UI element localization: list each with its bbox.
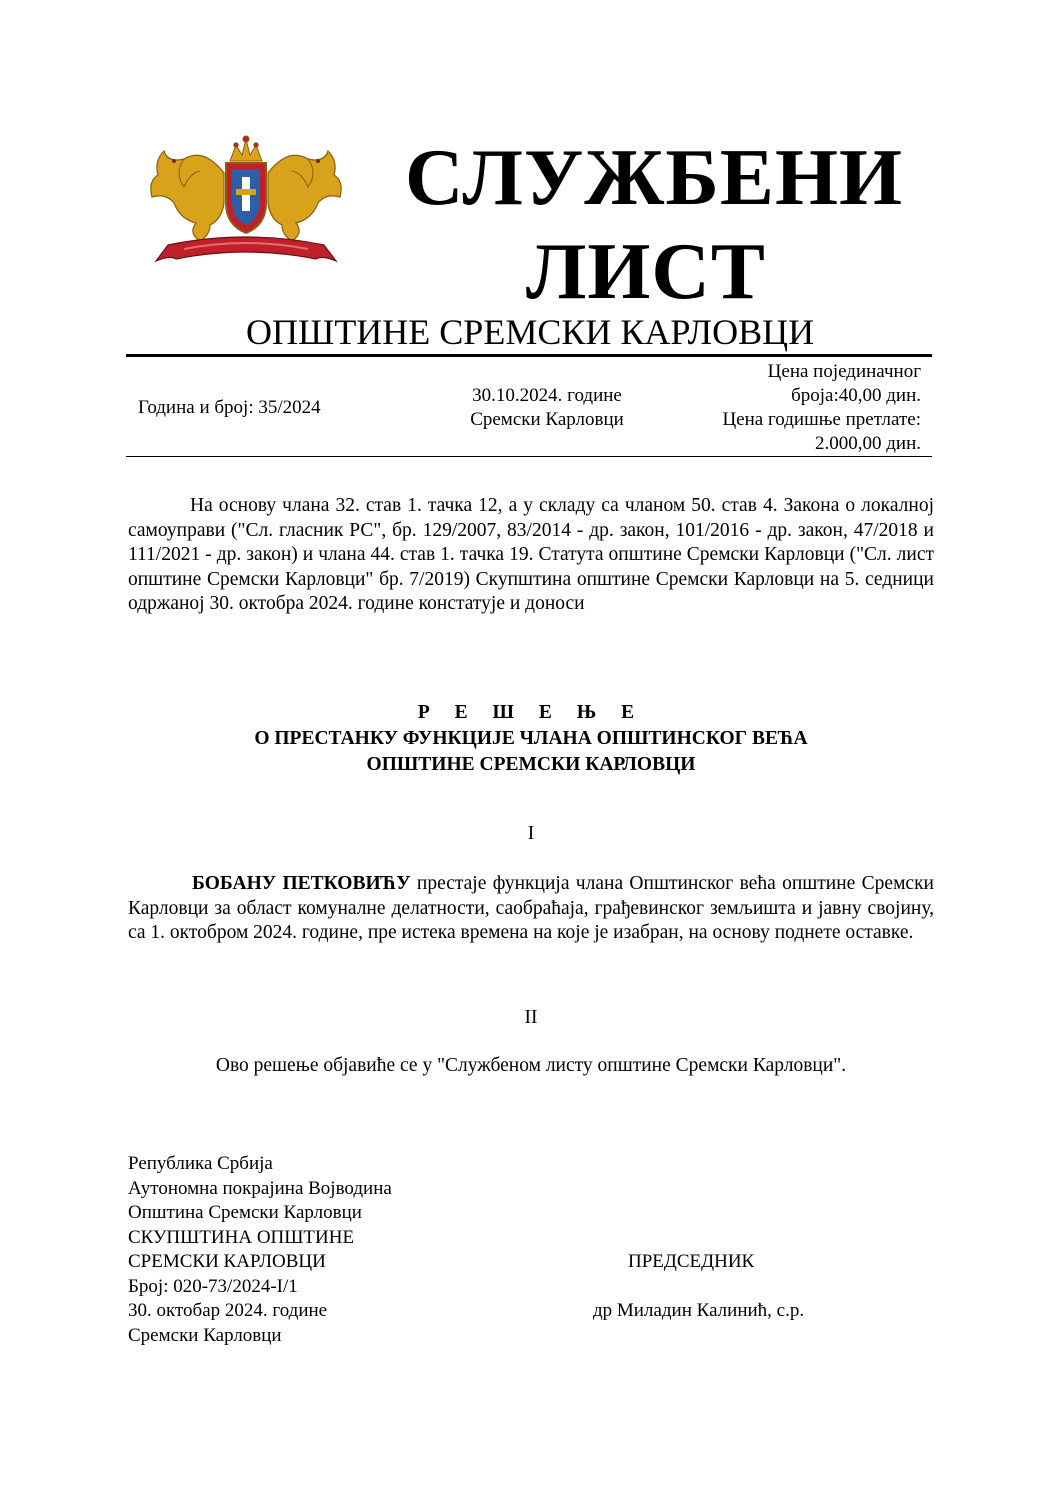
authority-line: Република Србија xyxy=(128,1153,273,1174)
document-number: Број: 020-73/2024-I/1 xyxy=(128,1275,298,1297)
document-date: 30. oктобар 2024. године xyxy=(128,1300,328,1321)
president-title: ПРЕДСЕДНИК xyxy=(628,1251,755,1272)
header-divider-thick xyxy=(126,354,932,357)
section1-paragraph xyxy=(128,872,934,946)
issue-date: 30.10.2024. године xyxy=(472,385,622,406)
decision-subject-municipality: ОПШТИНЕ СРЕМСКИ КАРЛОВЦИ xyxy=(366,754,696,775)
price-single-line1: Цена појединачног xyxy=(767,361,921,382)
header-divider-thin xyxy=(126,456,932,457)
coat-of-arms-icon xyxy=(144,133,348,269)
signature-authority-block xyxy=(128,1152,508,1348)
section1-text: престаје функција члана Општинског већа општине Сремски Карловци за област комуналне делатности, саобраћаја, грађевинског земљишта и јавну својину, са 1. октобром 2024. године, пре истека времена на које је изабран, на основу поднете оставке. xyxy=(128,873,934,943)
authority-line: СРЕМСКИ КАРЛОВЦИ xyxy=(128,1251,326,1272)
intro-text: На основу члана 32. став 1. тачка 12, а у складу са чланом 50. став 4. Закона о локалној самоуправи ("Сл. гласник РС", бр. 129/2007, 83/2014 - др. закон, 101/2016 - др. закон, 47/2018 и 111/2021 - др. закон) и члана 44. став 1. тачка 19. Статута општине Сремски Карловци ("Сл. лист општине Сремски Карловци" бр. 7/2019) Скупштина општине Сремски Карловци на 5. седници одржаној 30. октобра 2024. године констатује и доноси xyxy=(128,495,934,614)
issue-number: Година и број: 35/2024 xyxy=(138,397,321,418)
price-yearly-line2: 2.000,00 дин. xyxy=(814,433,921,454)
masthead-subtitle: ОПШТИНЕ СРЕМСКИ КАРЛОВЦИ xyxy=(246,312,815,352)
section1-name: БОБАНУ ПЕТКОВИЋУ xyxy=(192,873,411,894)
price-single-line2: броја:40,00 дин. xyxy=(791,385,921,406)
decision-title: Р Е Ш Е Њ Е xyxy=(417,702,645,723)
issue-date-place xyxy=(440,384,654,432)
intro-paragraph xyxy=(128,494,934,617)
president-name: др Миладин Калинић, с.р. xyxy=(593,1300,805,1321)
decision-subject: О ПРЕСТАНКУ ФУНКЦИЈЕ ЧЛАНА ОПШТИНСКОГ ВЕЋА xyxy=(254,728,808,749)
authority-line: Аутономна покрајина Војводина xyxy=(128,1177,392,1199)
document-place: Сремски Карловци xyxy=(128,1324,282,1346)
price-yearly-line1: Цена годишње претлате: xyxy=(722,409,921,430)
issue-place: Сремски Карловци xyxy=(470,409,624,430)
authority-line: СКУПШТИНА ОПШТИНЕ xyxy=(128,1226,355,1248)
section2-numeral: II xyxy=(524,1007,538,1028)
section1-numeral: I xyxy=(527,823,535,844)
masthead-title-line1: СЛУЖБЕНИ xyxy=(405,132,903,222)
authority-line: Општина Сремски Карловци xyxy=(128,1202,362,1223)
section2-paragraph: Ово решење објавиће се у "Службеном листу општине Сремски Карловци". xyxy=(215,1055,847,1076)
masthead-title-line2: ЛИСТ xyxy=(526,226,766,316)
issue-prices xyxy=(676,360,921,456)
decision-heading xyxy=(128,700,934,778)
